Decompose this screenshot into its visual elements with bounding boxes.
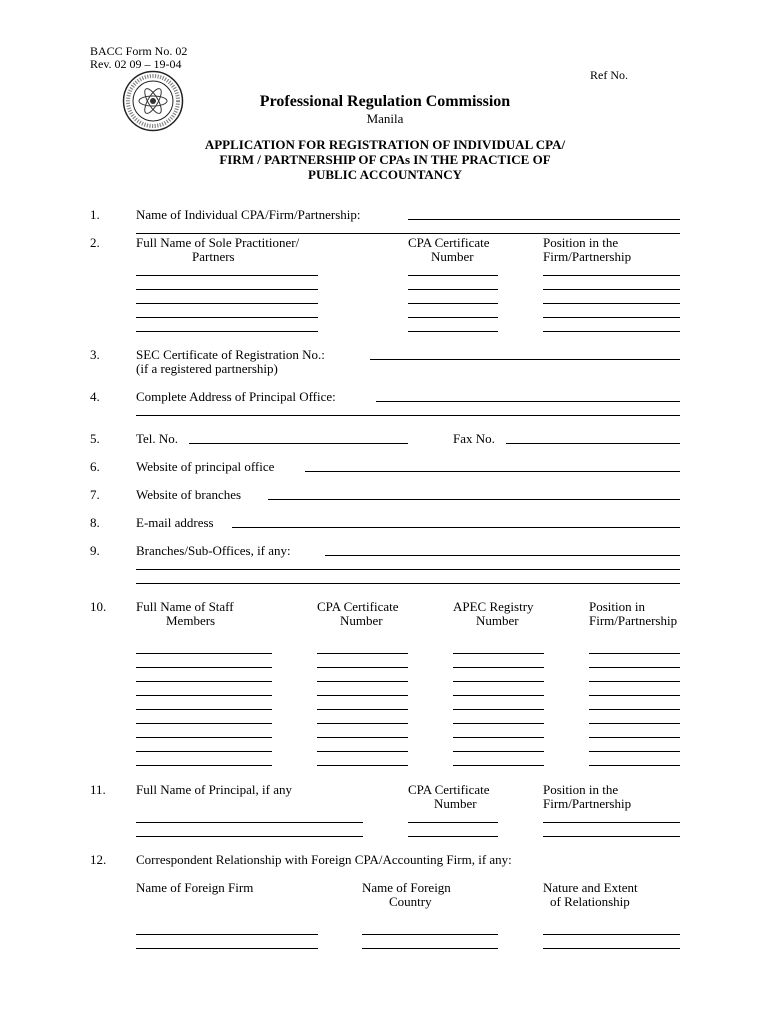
foreign-firm-name-field[interactable]	[136, 934, 318, 935]
staff-position-field[interactable]	[589, 709, 680, 710]
item-6-number: 6.	[90, 459, 100, 474]
partner-name-field[interactable]	[136, 275, 318, 276]
principal-position-field[interactable]	[543, 836, 680, 837]
branches-field-2[interactable]	[136, 569, 680, 570]
item-10-col-position-header: Position in	[589, 599, 645, 614]
item-12-col-country-header: Name of Foreign	[362, 880, 451, 895]
staff-cpa-number-field[interactable]	[317, 723, 408, 724]
staff-name-field[interactable]	[136, 681, 272, 682]
item-11-col-name-header: Full Name of Principal, if any	[136, 782, 292, 797]
staff-name-field[interactable]	[136, 765, 272, 766]
partner-position-field[interactable]	[543, 289, 680, 290]
staff-apec-number-field[interactable]	[453, 681, 544, 682]
partner-cpa-number-field[interactable]	[408, 289, 498, 290]
item-2-col-position-header-2: Firm/Partnership	[543, 249, 632, 264]
relationship-field[interactable]	[543, 934, 680, 935]
item-12-col-firm-header: Name of Foreign Firm	[136, 880, 254, 895]
foreign-firm-name-field[interactable]	[136, 948, 318, 949]
item-2-col-name-header: Full Name of Sole Practitioner/	[136, 235, 300, 250]
partner-name-field[interactable]	[136, 331, 318, 332]
principal-cpa-number-field[interactable]	[408, 836, 498, 837]
staff-position-field[interactable]	[589, 667, 680, 668]
staff-apec-number-field[interactable]	[453, 667, 544, 668]
partner-name-field[interactable]	[136, 289, 318, 290]
partner-name-field[interactable]	[136, 303, 318, 304]
relationship-field[interactable]	[543, 948, 680, 949]
staff-position-field[interactable]	[589, 751, 680, 752]
item-5-number: 5.	[90, 431, 100, 446]
item-10-col-apec-header: APEC Registry	[453, 599, 534, 614]
staff-name-field[interactable]	[136, 695, 272, 696]
partner-position-field[interactable]	[543, 317, 680, 318]
branches-field[interactable]	[325, 555, 680, 556]
item-7-label: Website of branches	[136, 487, 242, 502]
staff-apec-number-field[interactable]	[453, 737, 544, 738]
staff-position-field[interactable]	[589, 737, 680, 738]
item-7-number: 7.	[90, 487, 100, 502]
item-3-sublabel: (if a registered partnership)	[136, 361, 278, 376]
staff-name-field[interactable]	[136, 653, 272, 654]
item-10-col-position-header-2: Firm/Partnership	[589, 613, 678, 628]
principal-cpa-number-field[interactable]	[408, 822, 498, 823]
item-12-col-nature-header-2: of Relationship	[550, 894, 630, 909]
fax-label: Fax No.	[453, 431, 495, 446]
item-1-number: 1.	[90, 207, 100, 222]
sec-registration-field[interactable]	[370, 359, 680, 360]
item-11-col-position-header-2: Firm/Partnership	[543, 796, 632, 811]
item-9-number: 9.	[90, 543, 100, 558]
item-1-label: Name of Individual CPA/Firm/Partnership:	[136, 207, 361, 222]
item-10-col-name-header-2: Members	[166, 613, 216, 628]
staff-cpa-number-field[interactable]	[317, 737, 408, 738]
principal-address-field-2[interactable]	[136, 415, 680, 416]
item-11-col-position-header: Position in the	[543, 782, 619, 797]
partner-cpa-number-field[interactable]	[408, 331, 498, 332]
item-8-number: 8.	[90, 515, 100, 530]
staff-apec-number-field[interactable]	[453, 765, 544, 766]
item-9-label: Branches/Sub-Offices, if any:	[136, 543, 291, 558]
item-2-col-cpa-header: CPA Certificate	[408, 235, 490, 250]
staff-apec-number-field[interactable]	[453, 751, 544, 752]
staff-cpa-number-field[interactable]	[317, 751, 408, 752]
item-12-number: 12.	[90, 852, 107, 867]
tel-label: Tel. No.	[136, 431, 179, 446]
staff-name-field[interactable]	[136, 709, 272, 710]
revision-number: Rev. 02 09 – 19-04	[90, 57, 182, 71]
partner-position-field[interactable]	[543, 275, 680, 276]
item-12-col-country-header-2: Country	[389, 894, 432, 909]
form-title-line-1: APPLICATION FOR REGISTRATION OF INDIVIDUAL CPA/	[204, 137, 566, 152]
staff-cpa-number-field[interactable]	[317, 653, 408, 654]
staff-apec-number-field[interactable]	[453, 709, 544, 710]
individual-firm-name-field-2[interactable]	[136, 233, 680, 234]
staff-apec-number-field[interactable]	[453, 723, 544, 724]
partner-position-field[interactable]	[543, 331, 680, 332]
item-4-label: Complete Address of Principal Office:	[136, 389, 336, 404]
branches-field-3[interactable]	[136, 583, 680, 584]
item-10-col-cpa-header-2: Number	[340, 613, 383, 628]
staff-name-field[interactable]	[136, 723, 272, 724]
principal-name-field[interactable]	[136, 822, 363, 823]
principal-name-field[interactable]	[136, 836, 363, 837]
item-10-col-apec-header-2: Number	[476, 613, 519, 628]
staff-cpa-number-field[interactable]	[317, 765, 408, 766]
foreign-country-field[interactable]	[362, 934, 498, 935]
item-12-label: Correspondent Relationship with Foreign CPA/Accounting Firm, if any:	[136, 852, 512, 867]
form-title-line-3: PUBLIC ACCOUNTANCY	[308, 167, 462, 182]
item-10-col-name-header: Full Name of Staff	[136, 599, 234, 614]
staff-apec-number-field[interactable]	[453, 695, 544, 696]
item-2-col-name-header-2: Partners	[192, 249, 235, 264]
staff-position-field[interactable]	[589, 765, 680, 766]
staff-cpa-number-field[interactable]	[317, 695, 408, 696]
tel-field[interactable]	[189, 443, 408, 444]
staff-apec-number-field[interactable]	[453, 653, 544, 654]
staff-position-field[interactable]	[589, 695, 680, 696]
partner-name-field[interactable]	[136, 317, 318, 318]
partner-cpa-number-field[interactable]	[408, 317, 498, 318]
partner-cpa-number-field[interactable]	[408, 303, 498, 304]
staff-position-field[interactable]	[589, 653, 680, 654]
staff-position-field[interactable]	[589, 723, 680, 724]
website-branches-field[interactable]	[268, 499, 680, 500]
principal-address-field[interactable]	[376, 401, 680, 402]
commission-name: Professional Regulation Commission	[259, 93, 511, 110]
website-principal-field[interactable]	[305, 471, 680, 472]
item-11-number: 11.	[90, 782, 106, 797]
individual-firm-name-field[interactable]	[408, 219, 680, 220]
item-2-col-position-header: Position in the	[543, 235, 619, 250]
form-number: BACC Form No. 02	[90, 44, 188, 58]
form-title-line-2: FIRM / PARTNERSHIP OF CPAs IN THE PRACTICE OF	[219, 152, 551, 167]
item-12-col-nature-header: Nature and Extent	[543, 880, 638, 895]
item-10-number: 10.	[90, 599, 107, 614]
commission-city: Manila	[366, 111, 404, 126]
item-3-number: 3.	[90, 347, 100, 362]
item-11-col-cpa-header: CPA Certificate	[408, 782, 490, 797]
item-6-label: Website of principal office	[136, 459, 275, 474]
item-11-col-cpa-header-2: Number	[434, 796, 477, 811]
principal-position-field[interactable]	[543, 822, 680, 823]
staff-name-field[interactable]	[136, 667, 272, 668]
staff-position-field[interactable]	[589, 681, 680, 682]
email-field[interactable]	[232, 527, 680, 528]
item-4-number: 4.	[90, 389, 100, 404]
item-3-label: SEC Certificate of Registration No.:	[136, 347, 325, 362]
item-2-number: 2.	[90, 235, 100, 250]
staff-cpa-number-field[interactable]	[317, 681, 408, 682]
staff-cpa-number-field[interactable]	[317, 709, 408, 710]
item-10-col-cpa-header: CPA Certificate	[317, 599, 399, 614]
staff-name-field[interactable]	[136, 751, 272, 752]
fax-field[interactable]	[506, 443, 680, 444]
staff-cpa-number-field[interactable]	[317, 667, 408, 668]
foreign-country-field[interactable]	[362, 948, 498, 949]
ref-no-label: Ref No.	[590, 68, 628, 82]
item-2-col-cpa-header-2: Number	[431, 249, 474, 264]
item-8-label: E-mail address	[136, 515, 214, 530]
partner-cpa-number-field[interactable]	[408, 275, 498, 276]
partner-position-field[interactable]	[543, 303, 680, 304]
staff-name-field[interactable]	[136, 737, 272, 738]
